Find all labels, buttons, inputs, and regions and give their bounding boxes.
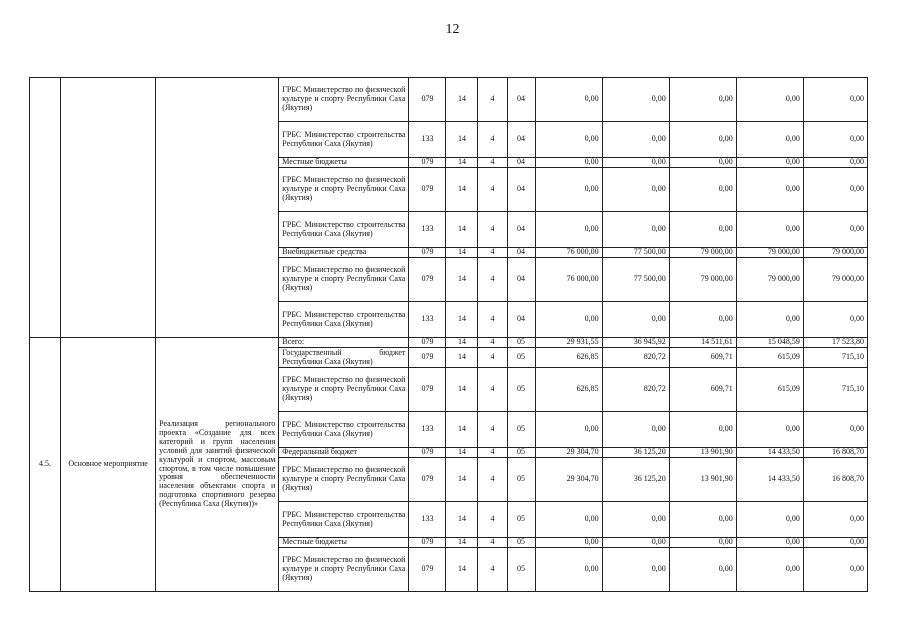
value-year-1: 0,00 <box>535 212 602 248</box>
value-year-3: 0,00 <box>669 302 736 338</box>
value-year-5: 17 523,80 <box>803 338 867 348</box>
value-year-5: 0,00 <box>803 548 867 592</box>
value-year-5: 16 808,70 <box>803 448 867 458</box>
value-year-2: 77 500,00 <box>602 258 669 302</box>
value-year-4: 0,00 <box>736 122 803 158</box>
value-year-4: 0,00 <box>736 502 803 538</box>
value-year-4: 0,00 <box>736 168 803 212</box>
cs-code: 04 <box>507 212 535 248</box>
funding-source: Федеральный бюджет <box>279 448 409 458</box>
value-year-5: 0,00 <box>803 412 867 448</box>
funding-source: Государственный бюджет Республики Саха (Якутия) <box>279 348 409 368</box>
funding-source: ГРБС Министерство по физической культуре и спорту Республики Саха (Якутия) <box>279 258 409 302</box>
value-year-3: 0,00 <box>669 502 736 538</box>
value-year-1: 29 931,55 <box>535 338 602 348</box>
value-year-5: 0,00 <box>803 158 867 168</box>
rz-code: 14 <box>446 412 478 448</box>
funding-source: ГРБС Министерство строительства Республики Саха (Якутия) <box>279 122 409 158</box>
grbs-code: 079 <box>409 448 446 458</box>
value-year-2: 77 500,00 <box>602 248 669 258</box>
funding-source: Местные бюджеты <box>279 538 409 548</box>
funding-source: Всего: <box>279 338 409 348</box>
cs-code: 04 <box>507 158 535 168</box>
funding-source: ГРБС Министерство по физической культуре и спорту Республики Саха (Якутия) <box>279 368 409 412</box>
value-year-4: 0,00 <box>736 538 803 548</box>
rz-code: 14 <box>446 302 478 338</box>
kind-cell <box>61 78 156 338</box>
rz-code: 14 <box>446 122 478 158</box>
value-year-3: 0,00 <box>669 168 736 212</box>
pr-code: 4 <box>478 458 507 502</box>
cs-code: 05 <box>507 412 535 448</box>
value-year-1: 0,00 <box>535 168 602 212</box>
value-year-4: 0,00 <box>736 412 803 448</box>
rz-code: 14 <box>446 338 478 348</box>
cs-code: 04 <box>507 78 535 122</box>
pr-code: 4 <box>478 412 507 448</box>
funding-source: ГРБС Министерство по физической культуре и спорту Республики Саха (Якутия) <box>279 78 409 122</box>
value-year-5: 0,00 <box>803 122 867 158</box>
grbs-code: 133 <box>409 122 446 158</box>
rz-code: 14 <box>446 458 478 502</box>
grbs-code: 079 <box>409 258 446 302</box>
number-cell <box>30 78 61 338</box>
value-year-5: 715,10 <box>803 368 867 412</box>
value-year-2: 0,00 <box>602 538 669 548</box>
value-year-5: 0,00 <box>803 302 867 338</box>
rz-code: 14 <box>446 158 478 168</box>
value-year-1: 0,00 <box>535 78 602 122</box>
value-year-3: 0,00 <box>669 412 736 448</box>
grbs-code: 079 <box>409 78 446 122</box>
funding-source: ГРБС Министерство строительства Республики Саха (Якутия) <box>279 302 409 338</box>
value-year-2: 36 125,20 <box>602 458 669 502</box>
funding-source: ГРБС Министерство строительства Республики Саха (Якутия) <box>279 502 409 538</box>
value-year-1: 0,00 <box>535 502 602 538</box>
pr-code: 4 <box>478 78 507 122</box>
value-year-3: 0,00 <box>669 122 736 158</box>
value-year-1: 0,00 <box>535 538 602 548</box>
value-year-5: 0,00 <box>803 502 867 538</box>
value-year-4: 79 000,00 <box>736 258 803 302</box>
rz-code: 14 <box>446 78 478 122</box>
funding-source: ГРБС Министерство по физической культуре и спорту Республики Саха (Якутия) <box>279 458 409 502</box>
value-year-4: 0,00 <box>736 212 803 248</box>
pr-code: 4 <box>478 212 507 248</box>
value-year-4: 14 433,50 <box>736 448 803 458</box>
cs-code: 05 <box>507 458 535 502</box>
value-year-1: 0,00 <box>535 122 602 158</box>
value-year-3: 0,00 <box>669 78 736 122</box>
cs-code: 04 <box>507 248 535 258</box>
value-year-2: 0,00 <box>602 168 669 212</box>
event-description: Реализация регионального проекта «Создание для всех категорий и групп населения условий для занятий физической культурой и спортом, массовым спортом, в том числе повышение уровня обеспеченности населения объектами спорта и подготовка спортивного резерва (Республика Саха (Якутия))» <box>156 338 279 592</box>
value-year-1: 29 304,70 <box>535 448 602 458</box>
cs-code: 05 <box>507 338 535 348</box>
value-year-1: 0,00 <box>535 158 602 168</box>
value-year-3: 0,00 <box>669 538 736 548</box>
rz-code: 14 <box>446 448 478 458</box>
value-year-3: 0,00 <box>669 158 736 168</box>
pr-code: 4 <box>478 448 507 458</box>
rz-code: 14 <box>446 548 478 592</box>
cs-code: 05 <box>507 348 535 368</box>
grbs-code: 079 <box>409 348 446 368</box>
value-year-3: 79 000,00 <box>669 258 736 302</box>
value-year-2: 0,00 <box>602 122 669 158</box>
pr-code: 4 <box>478 168 507 212</box>
page-number: 12 <box>445 22 460 37</box>
value-year-5: 16 808,70 <box>803 458 867 502</box>
value-year-5: 0,00 <box>803 538 867 548</box>
value-year-4: 0,00 <box>736 78 803 122</box>
pr-code: 4 <box>478 502 507 538</box>
pr-code: 4 <box>478 368 507 412</box>
cs-code: 04 <box>507 168 535 212</box>
funding-source: ГРБС Министерство строительства Республики Саха (Якутия) <box>279 212 409 248</box>
value-year-4: 0,00 <box>736 302 803 338</box>
rz-code: 14 <box>446 368 478 412</box>
value-year-4: 15 048,59 <box>736 338 803 348</box>
value-year-2: 0,00 <box>602 158 669 168</box>
grbs-code: 079 <box>409 548 446 592</box>
pr-code: 4 <box>478 538 507 548</box>
value-year-4: 0,00 <box>736 158 803 168</box>
cs-code: 05 <box>507 538 535 548</box>
pr-code: 4 <box>478 338 507 348</box>
value-year-4: 79 000,00 <box>736 248 803 258</box>
pr-code: 4 <box>478 258 507 302</box>
value-year-1: 76 000,00 <box>535 248 602 258</box>
cs-code: 05 <box>507 502 535 538</box>
pr-code: 4 <box>478 348 507 368</box>
value-year-3: 0,00 <box>669 548 736 592</box>
cs-code: 04 <box>507 258 535 302</box>
pr-code: 4 <box>478 548 507 592</box>
funding-source: ГРБС Министерство по физической культуре и спорту Республики Саха (Якутия) <box>279 168 409 212</box>
value-year-4: 615,09 <box>736 368 803 412</box>
value-year-3: 0,00 <box>669 212 736 248</box>
pr-code: 4 <box>478 158 507 168</box>
grbs-code: 079 <box>409 458 446 502</box>
event-number: 4.5. <box>30 338 61 592</box>
rz-code: 14 <box>446 258 478 302</box>
pr-code: 4 <box>478 248 507 258</box>
cs-code: 04 <box>507 122 535 158</box>
funding-source: ГРБС Министерство строительства Республики Саха (Якутия) <box>279 412 409 448</box>
event-kind: Основное мероприятие <box>61 338 156 592</box>
value-year-5: 715,10 <box>803 348 867 368</box>
value-year-3: 13 901,90 <box>669 458 736 502</box>
value-year-1: 626,85 <box>535 368 602 412</box>
grbs-code: 133 <box>409 302 446 338</box>
value-year-5: 79 000,00 <box>803 248 867 258</box>
rz-code: 14 <box>446 538 478 548</box>
funding-source: ГРБС Министерство по физической культуре и спорту Республики Саха (Якутия) <box>279 548 409 592</box>
cs-code: 04 <box>507 302 535 338</box>
value-year-3: 609,71 <box>669 368 736 412</box>
value-year-4: 0,00 <box>736 548 803 592</box>
value-year-1: 0,00 <box>535 302 602 338</box>
rz-code: 14 <box>446 212 478 248</box>
grbs-code: 133 <box>409 412 446 448</box>
value-year-2: 0,00 <box>602 502 669 538</box>
grbs-code: 079 <box>409 158 446 168</box>
value-year-3: 79 000,00 <box>669 248 736 258</box>
grbs-code: 079 <box>409 248 446 258</box>
rz-code: 14 <box>446 168 478 212</box>
budget-table <box>29 77 868 592</box>
value-year-2: 0,00 <box>602 548 669 592</box>
funding-source: Местные бюджеты <box>279 158 409 168</box>
grbs-code: 079 <box>409 168 446 212</box>
funding-source: Внебюджетные средства <box>279 248 409 258</box>
grbs-code: 133 <box>409 502 446 538</box>
table-row <box>30 338 868 348</box>
value-year-5: 79 000,00 <box>803 258 867 302</box>
pr-code: 4 <box>478 302 507 338</box>
value-year-2: 820,72 <box>602 368 669 412</box>
value-year-1: 29 304,70 <box>535 458 602 502</box>
grbs-code: 079 <box>409 538 446 548</box>
grbs-code: 079 <box>409 338 446 348</box>
rz-code: 14 <box>446 248 478 258</box>
value-year-5: 0,00 <box>803 212 867 248</box>
pr-code: 4 <box>478 122 507 158</box>
value-year-1: 626,85 <box>535 348 602 368</box>
value-year-4: 615,09 <box>736 348 803 368</box>
value-year-1: 76 000,00 <box>535 258 602 302</box>
value-year-5: 0,00 <box>803 78 867 122</box>
grbs-code: 079 <box>409 368 446 412</box>
table-row <box>30 78 868 122</box>
grbs-code: 133 <box>409 212 446 248</box>
value-year-2: 0,00 <box>602 212 669 248</box>
value-year-1: 0,00 <box>535 412 602 448</box>
value-year-4: 14 433,50 <box>736 458 803 502</box>
value-year-3: 13 901,90 <box>669 448 736 458</box>
description-cell <box>156 78 279 338</box>
value-year-3: 14 511,61 <box>669 338 736 348</box>
cs-code: 05 <box>507 368 535 412</box>
value-year-3: 609,71 <box>669 348 736 368</box>
value-year-2: 820,72 <box>602 348 669 368</box>
value-year-2: 36 945,92 <box>602 338 669 348</box>
cs-code: 05 <box>507 448 535 458</box>
value-year-1: 0,00 <box>535 548 602 592</box>
value-year-2: 36 125,20 <box>602 448 669 458</box>
rz-code: 14 <box>446 348 478 368</box>
value-year-2: 0,00 <box>602 302 669 338</box>
value-year-2: 0,00 <box>602 78 669 122</box>
value-year-2: 0,00 <box>602 412 669 448</box>
rz-code: 14 <box>446 502 478 538</box>
cs-code: 05 <box>507 548 535 592</box>
value-year-5: 0,00 <box>803 168 867 212</box>
